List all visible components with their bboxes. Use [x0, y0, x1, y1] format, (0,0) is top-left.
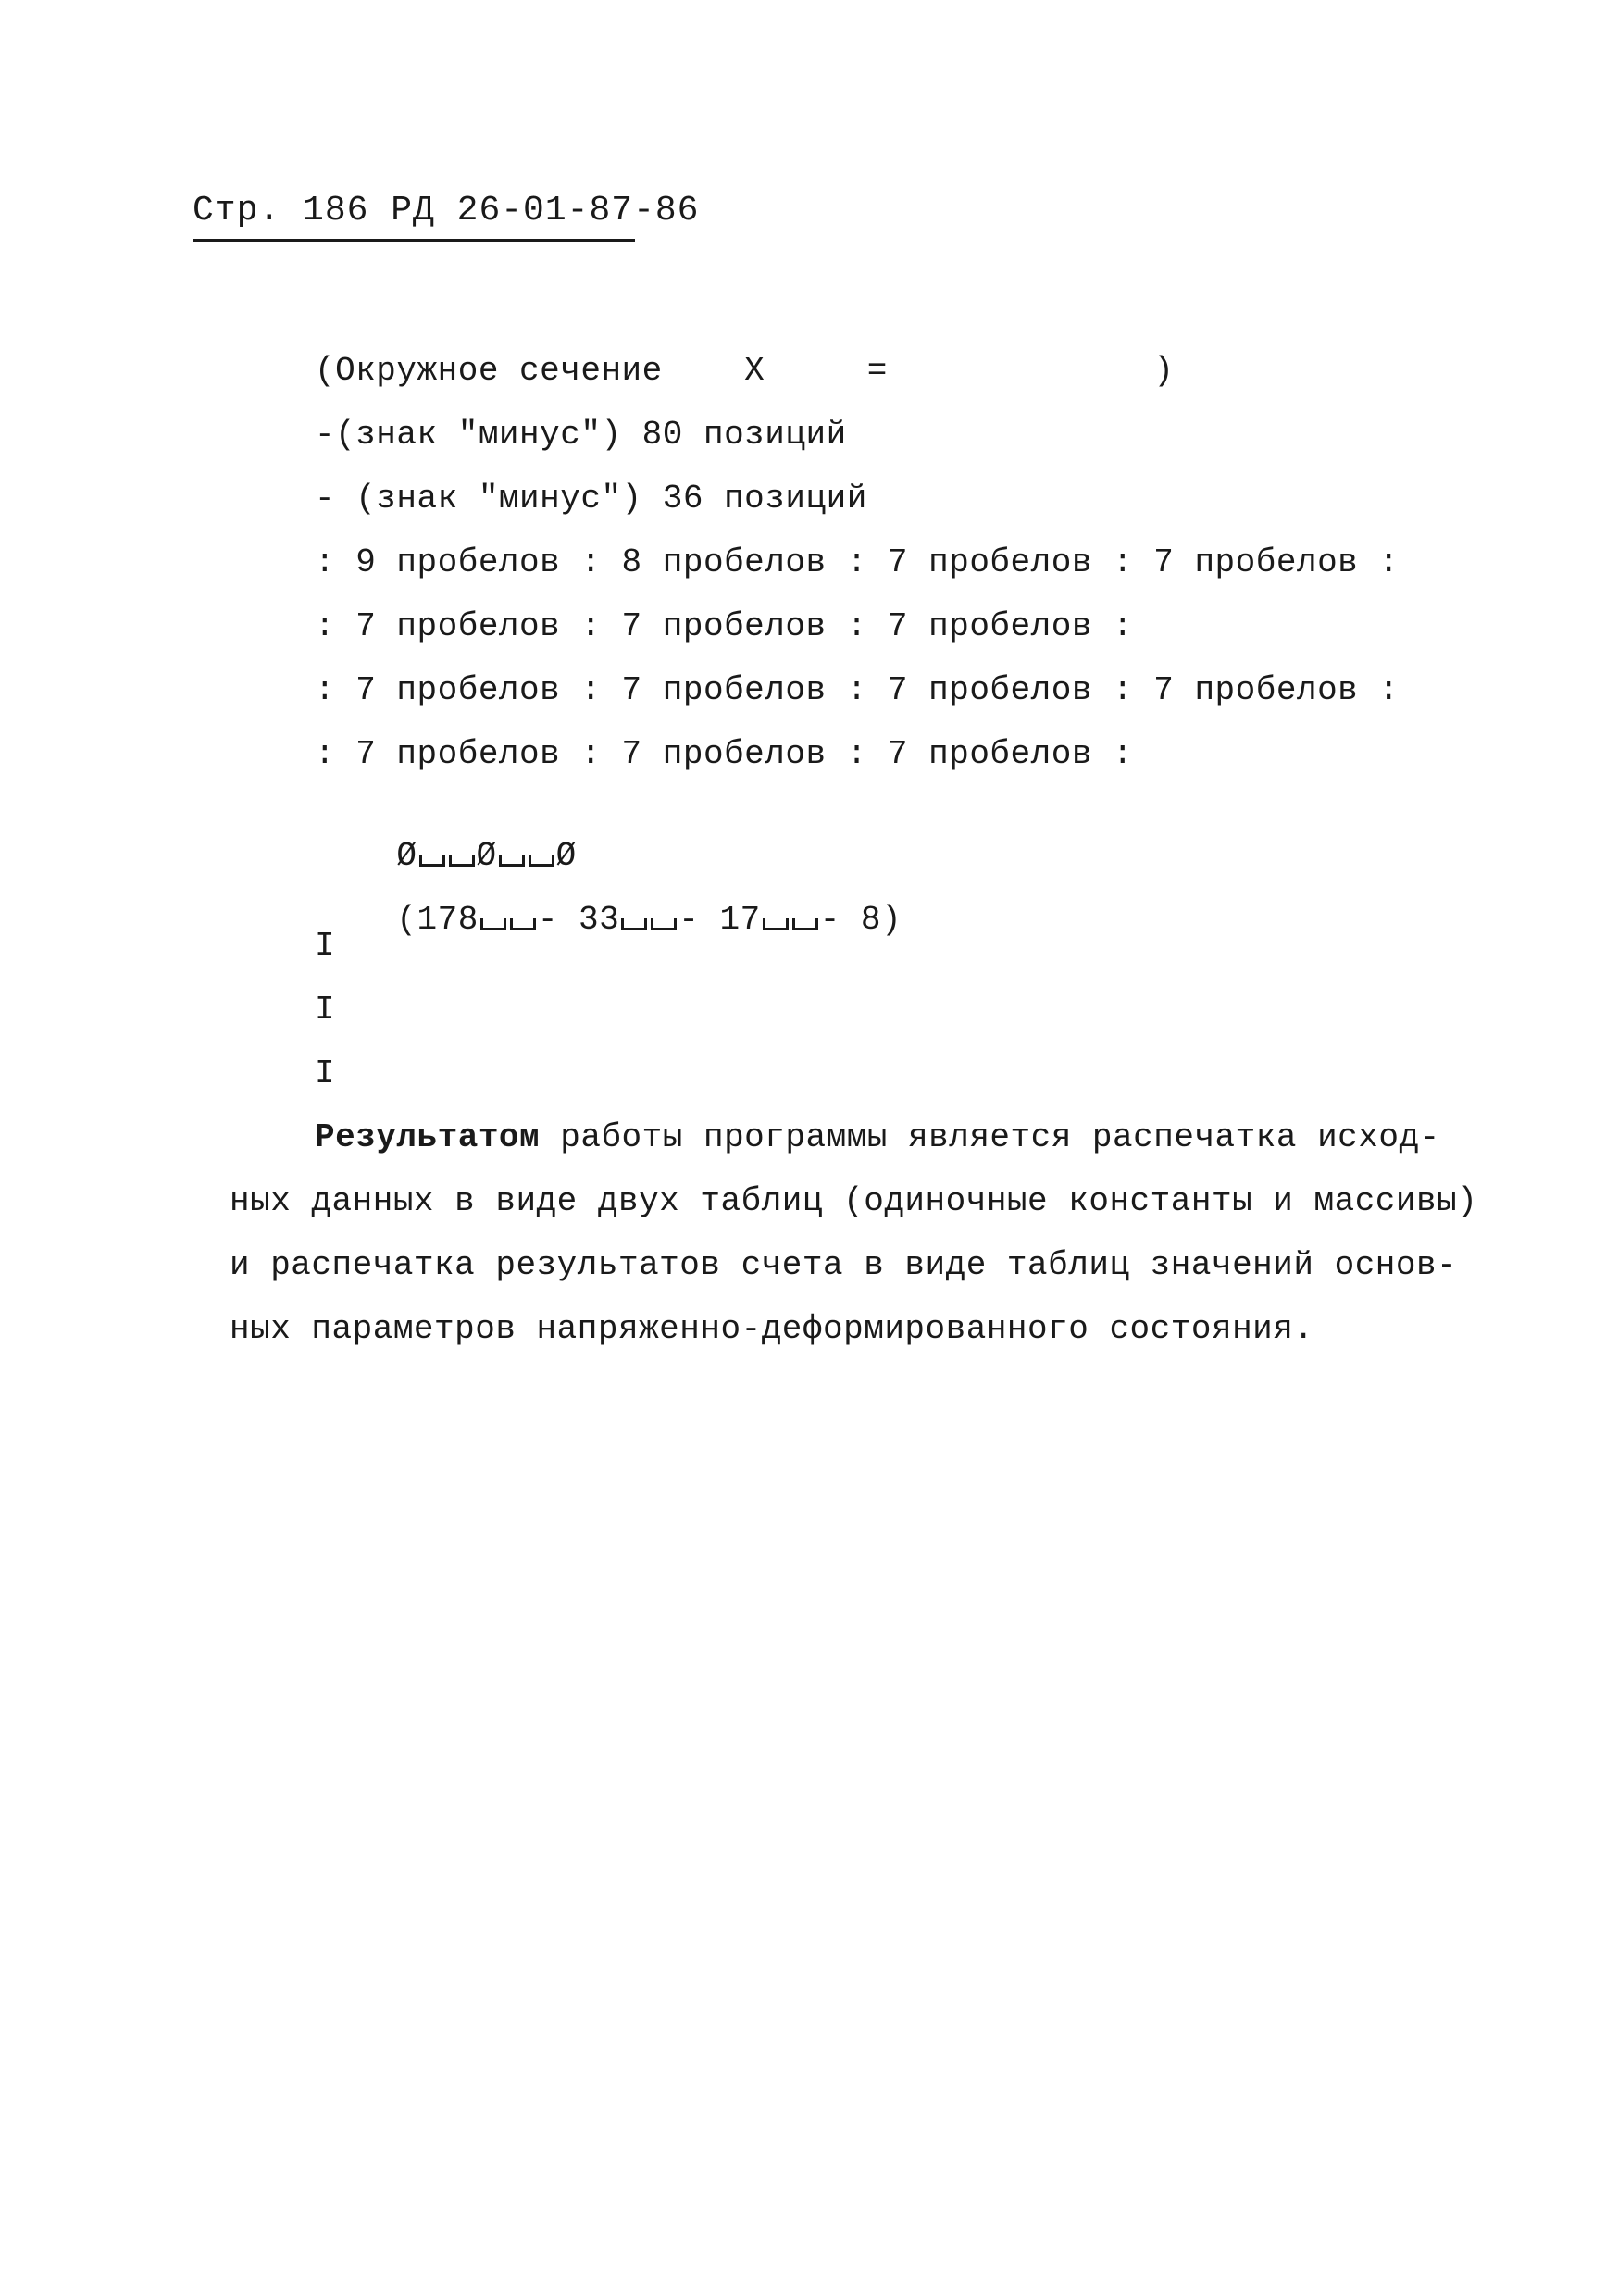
paragraph-bold-word: Результатом — [315, 1118, 541, 1156]
paragraph-line-4: ных параметров напряженно-деформированного состояния. — [230, 1310, 1314, 1348]
i-line: I — [315, 991, 336, 1029]
code-line-spaces-2: : 7 пробелов : 7 пробелов : 7 пробелов : — [315, 607, 1134, 645]
paragraph-line-2: ных данных в виде двух таблиц (одиночные константы и массивы) — [230, 1182, 1478, 1220]
number-open: (178 — [396, 901, 479, 939]
paragraph-line-3: и распечатка результатов счета в виде таблиц значений основ- — [230, 1246, 1458, 1284]
zero-symbol: Ø — [476, 837, 497, 875]
number-33: - 33 — [537, 901, 620, 939]
number-line — [315, 863, 902, 977]
number-17: - 17 — [678, 901, 761, 939]
paragraph-line-1-rest: работы программы является распечатка исход- — [540, 1118, 1440, 1156]
zero-symbol: Ø — [555, 837, 577, 875]
code-line-spaces-4: : 7 пробелов : 7 пробелов : 7 пробелов : — [315, 735, 1134, 773]
space-mark-icon — [480, 918, 506, 930]
space-mark-icon — [763, 918, 789, 930]
number-close: - 8) — [819, 901, 902, 939]
code-line-minus-36: - (знак "минус") 36 позиций — [315, 480, 867, 518]
paragraph-line-1 — [315, 1118, 1440, 1156]
space-mark-icon — [621, 918, 647, 930]
space-mark-icon — [651, 918, 677, 930]
i-line: I — [315, 927, 336, 965]
space-mark-icon — [792, 918, 818, 930]
code-line-spaces-1: : 9 пробелов : 8 пробелов : 7 пробелов : 7 пробелов : — [315, 543, 1400, 581]
space-mark-icon — [510, 918, 536, 930]
page-header: Стр. 186 РД 26-01-87-86 — [193, 191, 700, 231]
code-line-minus-80: -(знак "минус") 80 позиций — [315, 416, 847, 454]
zero-symbol: Ø — [396, 837, 417, 875]
header-underline — [193, 239, 635, 242]
i-line: I — [315, 1054, 336, 1092]
code-line-section: (Окружное сечение X = ) — [315, 352, 1175, 390]
code-line-spaces-3: : 7 пробелов : 7 пробелов : 7 пробелов : 7 пробелов : — [315, 671, 1400, 709]
